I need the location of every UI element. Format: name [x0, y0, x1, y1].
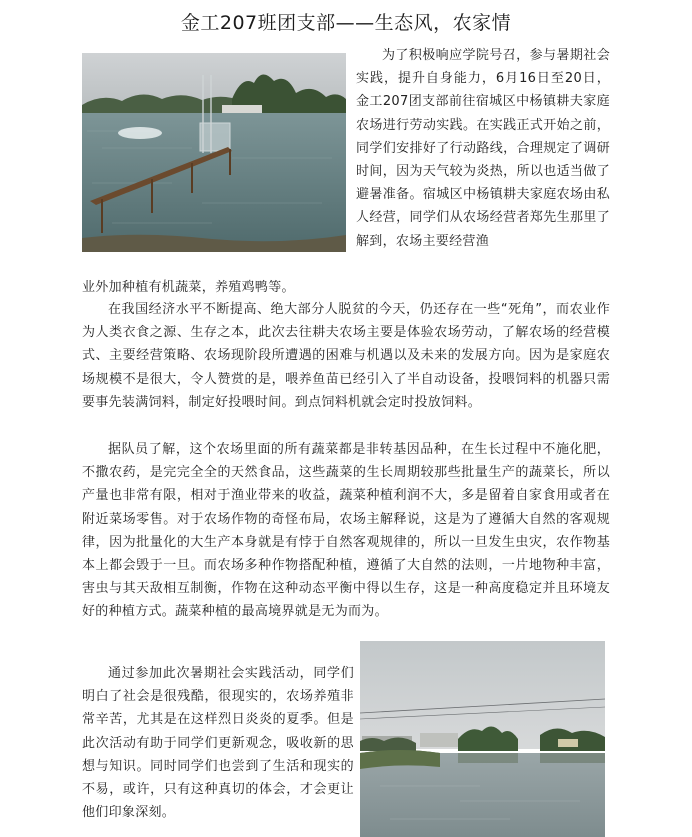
paragraph-2: 在我国经济水平不断提高、绝大部分人脱贫的今天，仍还存在一些“死角”，而农业作为人类衣食之源、生存之本，此次去往耕夫农场主要是体验农场劳动，了解农场的经营模式、主要经营策略、农场现阶段所遭遇的困难与机遇以及未来的发展方向。因为是家庭农场规模不是很大，令人赞赏的是，喂养鱼苗已经引入了半自动设备，投喂饲料的机器只需要事先装满饲料，制定好投喂时间。到点饲料机就会定时投放饲料。 — [82, 302, 610, 410]
fish-pond-feeder-photo — [82, 53, 346, 252]
paragraph-3: 据队员了解，这个农场里面的所有蔬菜都是非转基因品种，在生长过程中不施化肥，不撒农药，是完完全全的天然食品，这些蔬菜的生长周期较那些批量生产的蔬菜长，所以产量也非常有限，相对于渔业带来的收益，蔬菜种植利润不大，多是留着自家食用或者在附近菜场零售。对于农场作物的奇怪布局，农场主解释说，这是为了遵循大自然的客观规律，因为批量化的大生产本身就是有悖于自然客观规律的，所以一旦发生虫灾，农作物基本上都会毁于一旦。而农场多种作物搭配种植，遵循了大自然的法则，一片地物种丰富，害虫与其天敌相互制衡，作物在这种动态平衡中得以生存，这是一种高度稳定并且环境友好的种植方式。蔬菜种植的最高境界就是无为而为。 — [82, 442, 610, 620]
pond-landscape-photo — [360, 641, 605, 837]
paragraph-4: 通过参加此次暑期社会实践活动，同学们明白了社会是很残酷，很现实的，农场养殖非常辛苦，尤其是在这样烈日炎炎的夏季。但是此次活动有助于同学们更新观念，吸收新的思想与知识。同时同学们也尝到了生活和现实的不易，或许，只有这种真切的体会，才会更让他们印象深刻。 — [82, 666, 354, 821]
intro-paragraph-part2: 业外加种植有机蔬菜，养殖鸡鸭等。 — [82, 280, 295, 295]
intro-paragraph-part1: 为了积极响应学院号召，参与暑期社会实践，提升自身能力，6月16日至20日，金工207团支部前往宿城区中杨镇耕夫家庭农场进行劳动实践。在实践正式开始之前，同学们安排好了行动路线，合理规定了调研时间，因为天气较为炎热，所以也适当做了避暑准备。宿城区中杨镇耕夫家庭农场由私人经营，同学们从农场经营者郑先生那里了解到，农场主要经营渔 — [356, 48, 610, 249]
page-title: 金工207班团支部——生态风，农家情 — [180, 12, 512, 34]
